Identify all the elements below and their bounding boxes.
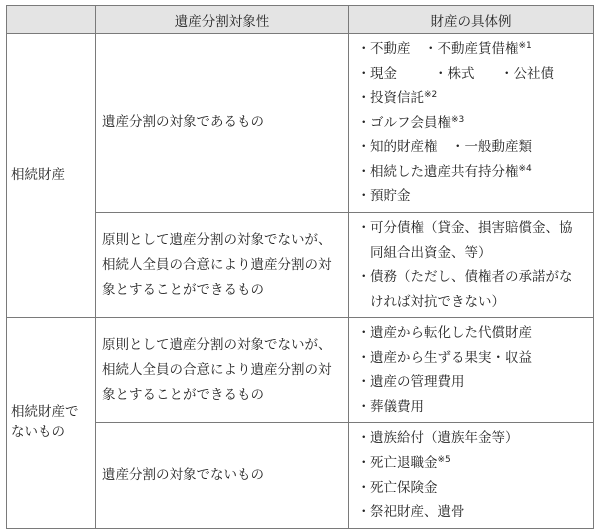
scope-label: 遺産分割の対象であるもの (102, 114, 264, 131)
examples-cell (349, 318, 594, 423)
item-text: ・株式 (434, 65, 475, 82)
list-item (357, 184, 585, 209)
bullet: ・ (357, 349, 371, 366)
header-scope: 遺産分割対象性 (96, 6, 349, 34)
bullet: ・ (357, 41, 371, 57)
example-list (357, 426, 585, 524)
list-item (357, 451, 585, 476)
list-item (357, 346, 585, 371)
scope-cell (96, 423, 349, 528)
item-text: 遺族給付（遺族年金等） (370, 430, 519, 447)
scope-label: 原則として遺産分割の対象でないが、相続人全員の合意により遺産分割の対象とすることができるもの (102, 231, 332, 298)
header-row (7, 6, 594, 34)
table-row (7, 34, 594, 213)
category-label: 相続財産でないもの (11, 404, 79, 440)
scope-cell (96, 212, 349, 317)
list-item (357, 500, 585, 525)
list-item (357, 62, 585, 87)
list-item (357, 37, 585, 62)
example-list (357, 321, 585, 419)
item-text: 預貯金 (370, 188, 411, 205)
footnote-mark: ※4 (518, 163, 532, 174)
item-text: 不動産 (370, 41, 411, 57)
scope-label: 遺産分割の対象でないもの (102, 467, 264, 484)
footnote-mark: ※5 (437, 455, 451, 465)
item-text: ・一般動産類 (451, 139, 532, 156)
example-list (357, 216, 585, 314)
category-label: 相続財産 (11, 166, 65, 183)
bullet: ・ (357, 374, 371, 391)
inheritance-table (6, 5, 594, 529)
scope-cell (96, 318, 349, 423)
list-item (357, 476, 585, 501)
footnote-mark: ※3 (451, 114, 465, 125)
bullet: ・ (357, 398, 371, 415)
bullet: ・ (357, 114, 371, 131)
item-text: 知的財産権 (370, 139, 438, 156)
table-row (7, 318, 594, 423)
list-item (357, 86, 585, 111)
list-item (357, 370, 585, 395)
examples-cell (349, 34, 594, 213)
bullet: ・ (357, 455, 371, 471)
bullet: ・ (357, 139, 371, 156)
scope-label: 原則として遺産分割の対象でないが、相続人全員の合意により遺産分割の対象とすることができるもの (102, 336, 332, 403)
bullet: ・ (357, 504, 371, 521)
list-item (357, 216, 585, 265)
list-item (357, 321, 585, 346)
bullet: ・ (357, 430, 371, 447)
item-text: 死亡退職金 (370, 455, 438, 471)
bullet: ・ (357, 90, 371, 107)
header-blank (7, 6, 96, 34)
list-item (357, 265, 585, 314)
scope-cell (96, 34, 349, 213)
table-row (7, 423, 594, 528)
category-cell (7, 318, 96, 529)
list-item (357, 395, 585, 420)
item-text: 現金 (370, 65, 397, 82)
item-text: 遺産から転化した代償財産 (370, 325, 532, 342)
item-text: 遺産の管理費用 (370, 374, 465, 391)
item-text: 相続した遺産共有持分権 (370, 163, 519, 180)
item-text: ・不動産賃借権 (424, 41, 519, 57)
list-item (357, 135, 585, 160)
bullet: ・ (357, 163, 371, 180)
item-text: ・公社債 (500, 65, 554, 82)
example-list (357, 37, 585, 209)
bullet: ・ (357, 269, 371, 286)
bullet: ・ (357, 219, 371, 236)
examples-cell (349, 212, 594, 317)
category-cell (7, 34, 96, 318)
header-examples: 財産の具体例 (349, 6, 594, 34)
list-item (357, 426, 585, 451)
footnote-mark: ※1 (518, 41, 532, 51)
item-text: 可分債権（貸金、損害賠償金、協同組合出資金、等） (370, 219, 573, 261)
item-text: 遺産から生ずる果実・収益 (370, 349, 532, 366)
bullet: ・ (357, 65, 371, 82)
examples-cell (349, 423, 594, 528)
table-row (7, 212, 594, 317)
item-text: 投資信託 (370, 90, 424, 107)
list-item (357, 111, 585, 136)
footnote-mark: ※2 (424, 90, 438, 101)
bullet: ・ (357, 325, 371, 342)
bullet: ・ (357, 479, 371, 496)
item-text: 死亡保険金 (370, 479, 438, 496)
list-item (357, 160, 585, 185)
item-text: 債務（ただし、債権者の承諾がなければ対抗できない） (370, 269, 573, 310)
item-text: 祭祀財産、遺骨 (370, 504, 465, 521)
item-text: 葬儀費用 (370, 398, 424, 415)
bullet: ・ (357, 188, 371, 205)
item-text: ゴルフ会員権 (370, 114, 451, 131)
